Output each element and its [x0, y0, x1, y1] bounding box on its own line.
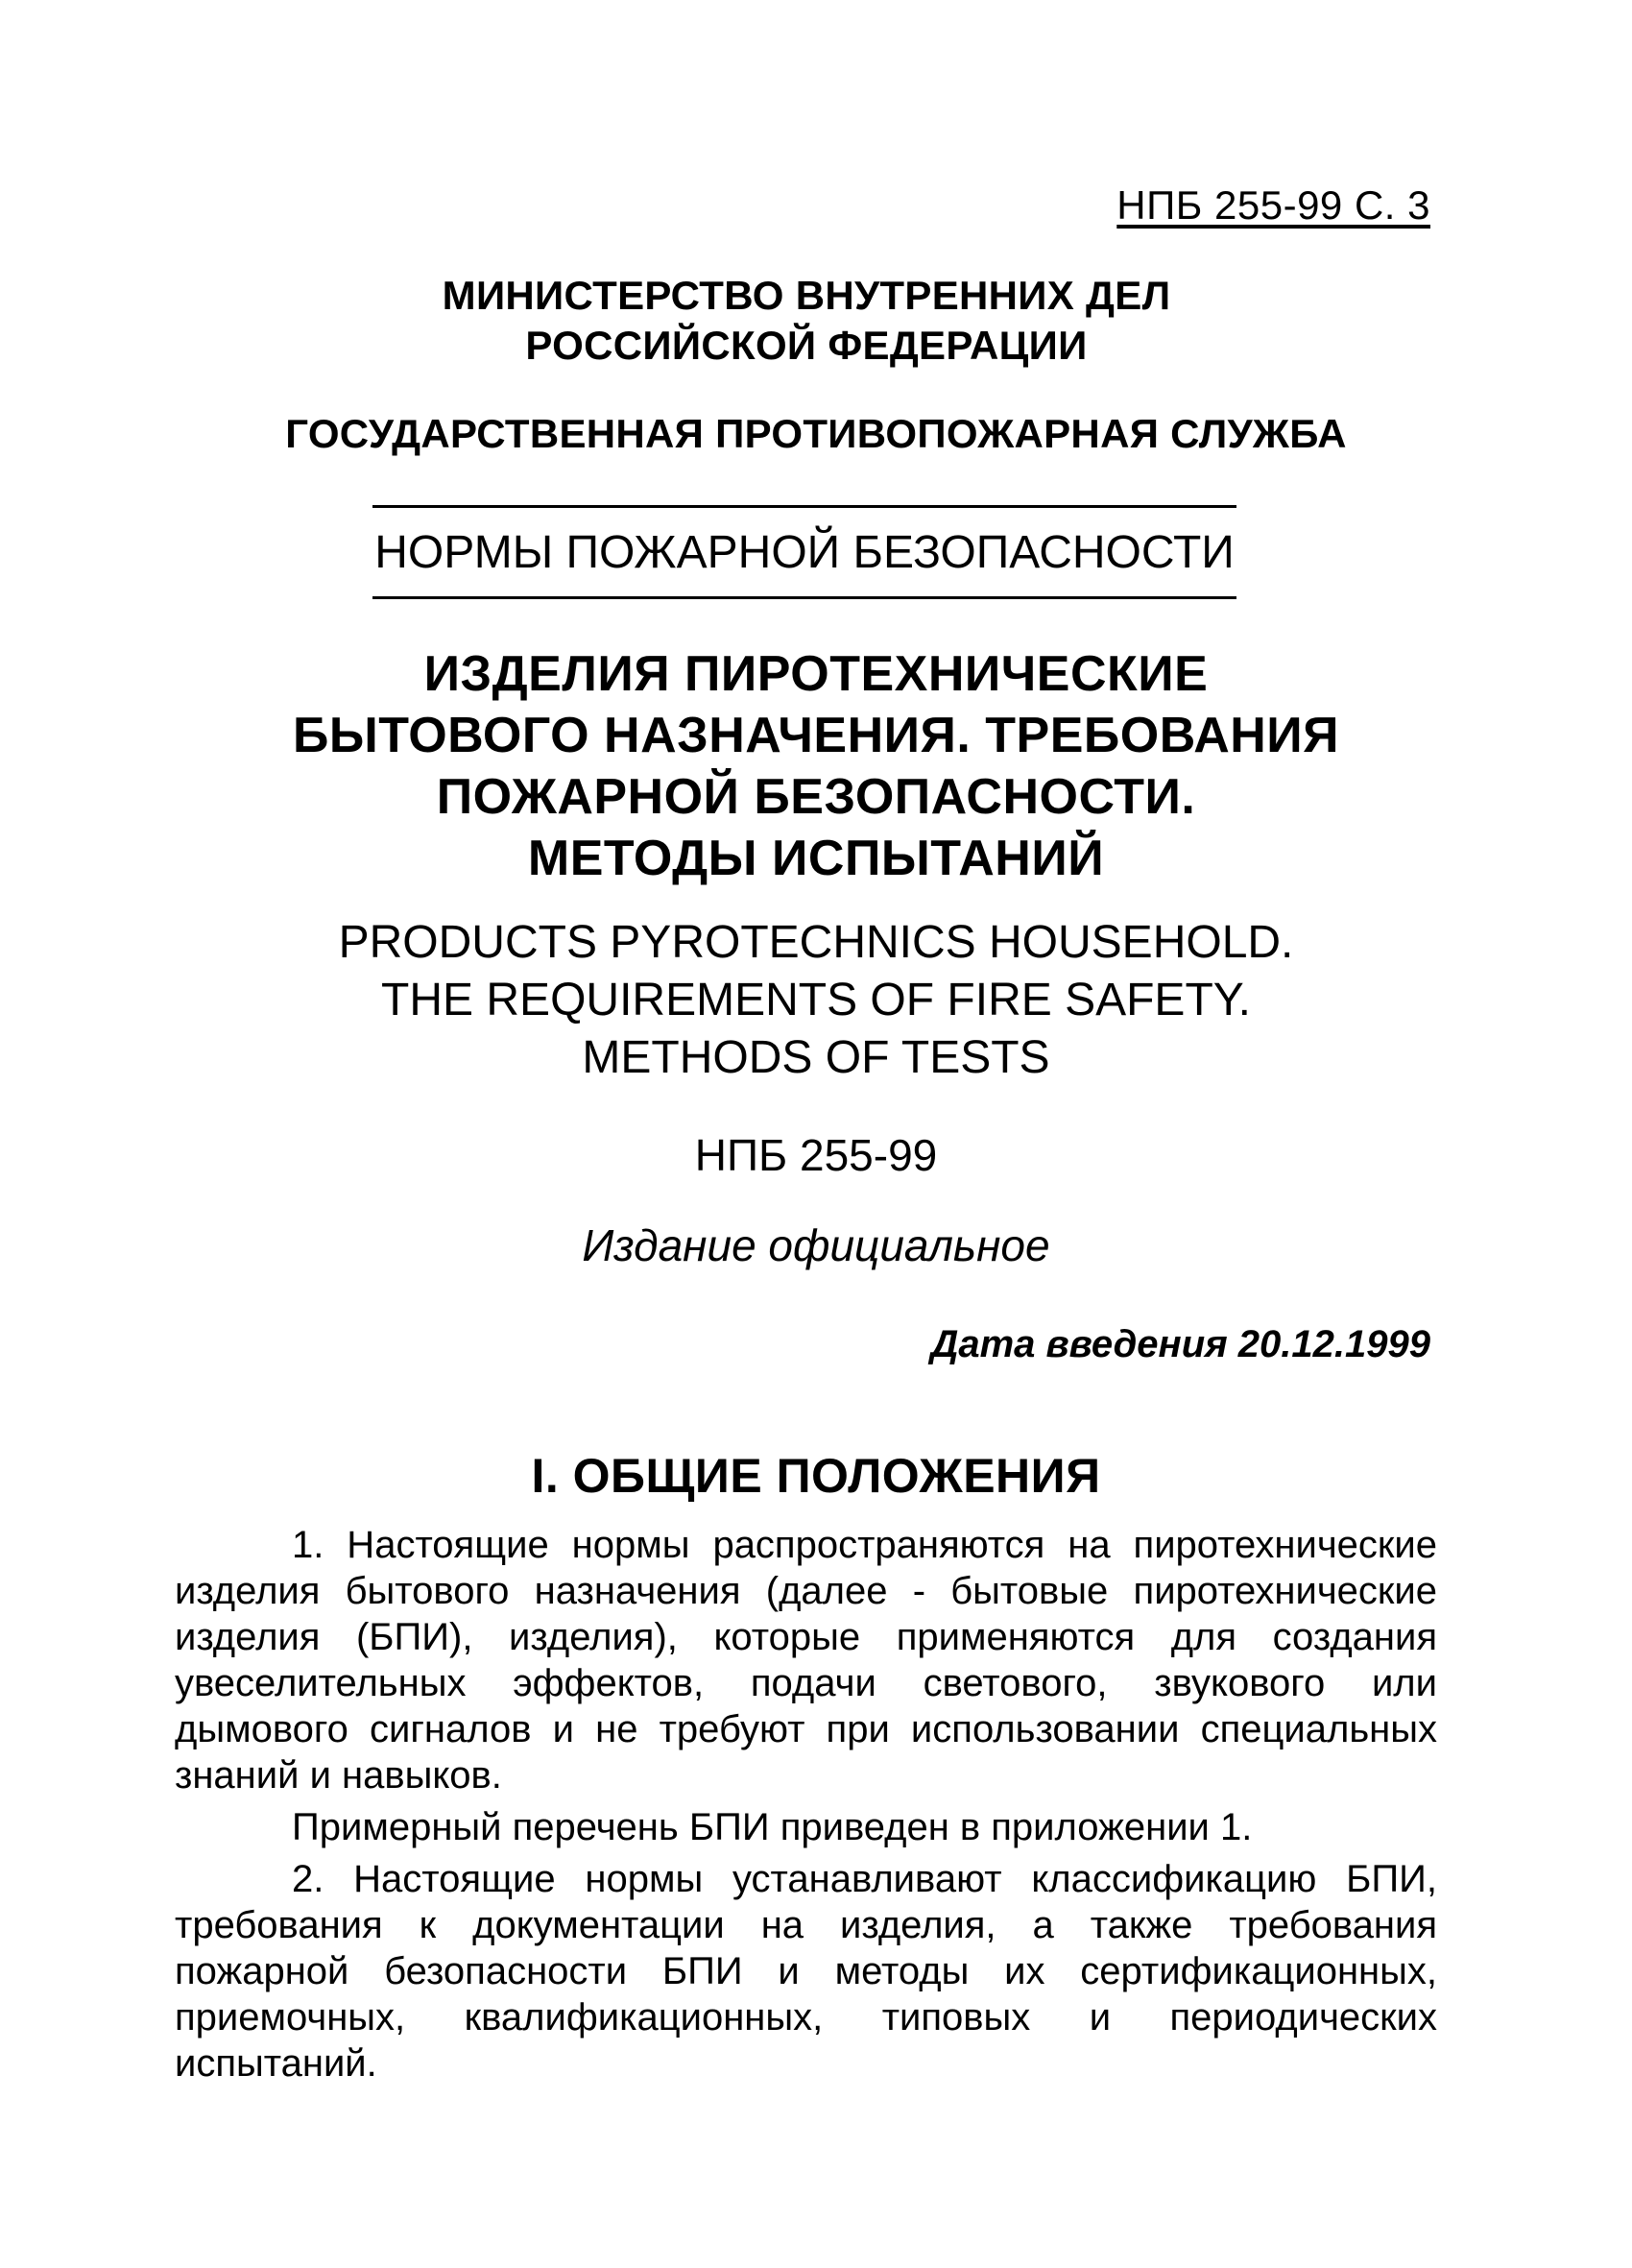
title-en-line: METHODS OF TESTS [582, 1032, 1050, 1083]
title-en-line: THE REQUIREMENTS OF FIRE SAFETY. [381, 975, 1251, 1025]
title-ru-line: БЫТОВОГО НАЗНАЧЕНИЯ. ТРЕБОВАНИЯ [292, 708, 1340, 763]
edition-label: Издание официальное [582, 1220, 1050, 1270]
title-ru-line: МЕТОДЫ ИСПЫТАНИЙ [527, 831, 1105, 886]
norms-label: НОРМЫ ПОЖАРНОЙ БЕЗОПАСНОСТИ [374, 526, 1235, 578]
page-reference: НПБ 255-99 С. 3 [1116, 182, 1430, 228]
section-heading: I. ОБЩИЕ ПОЛОЖЕНИЯ [531, 1449, 1101, 1503]
introduction-date: Дата введения 20.12.1999 [930, 1323, 1430, 1365]
ministry-line-1: МИНИСТЕРСТВО ВНУТРЕННИХ ДЕЛ [442, 273, 1171, 318]
document-title-en [0, 914, 1632, 1087]
section-body [175, 1522, 1437, 2087]
paragraph: Примерный перечень БПИ приведен в приложении 1. [292, 1806, 1253, 1848]
norms-label-box [372, 505, 1236, 599]
ministry-name [0, 271, 1632, 371]
service-name: ГОСУДАРСТВЕННАЯ ПРОТИВОПОЖАРНАЯ СЛУЖБА [285, 411, 1347, 456]
document-number: НПБ 255-99 [694, 1130, 938, 1180]
paragraph: 2. Настоящие нормы устанавливают классификацию БПИ, требования к документации на изделия, а также требования пожарной безопасности БПИ и методы их сертификационных, приемочных, квалификационных, типовых и периодических испытаний. [175, 1858, 1437, 2085]
document-title-ru [0, 643, 1632, 889]
title-en-line: PRODUCTS PYROTECHNICS HOUSEHOLD. [338, 917, 1294, 968]
ministry-line-2: РОССИЙСКОЙ ФЕДЕРАЦИИ [525, 323, 1088, 368]
title-ru-line: ИЗДЕЛИЯ ПИРОТЕХНИЧЕСКИЕ [423, 646, 1209, 702]
paragraph: 1. Настоящие нормы распространяются на пиротехнические изделия бытового назначения (далее - бытовые пиротехнические изделия (БПИ), изделия), которые применяются для создания увеселительных эффектов, подачи светового, звукового или дымового сигналов и не требуют при использовании специальных знаний и навыков. [175, 1524, 1437, 1797]
title-ru-line: ПОЖАРНОЙ БЕЗОПАСНОСТИ. [436, 769, 1196, 825]
